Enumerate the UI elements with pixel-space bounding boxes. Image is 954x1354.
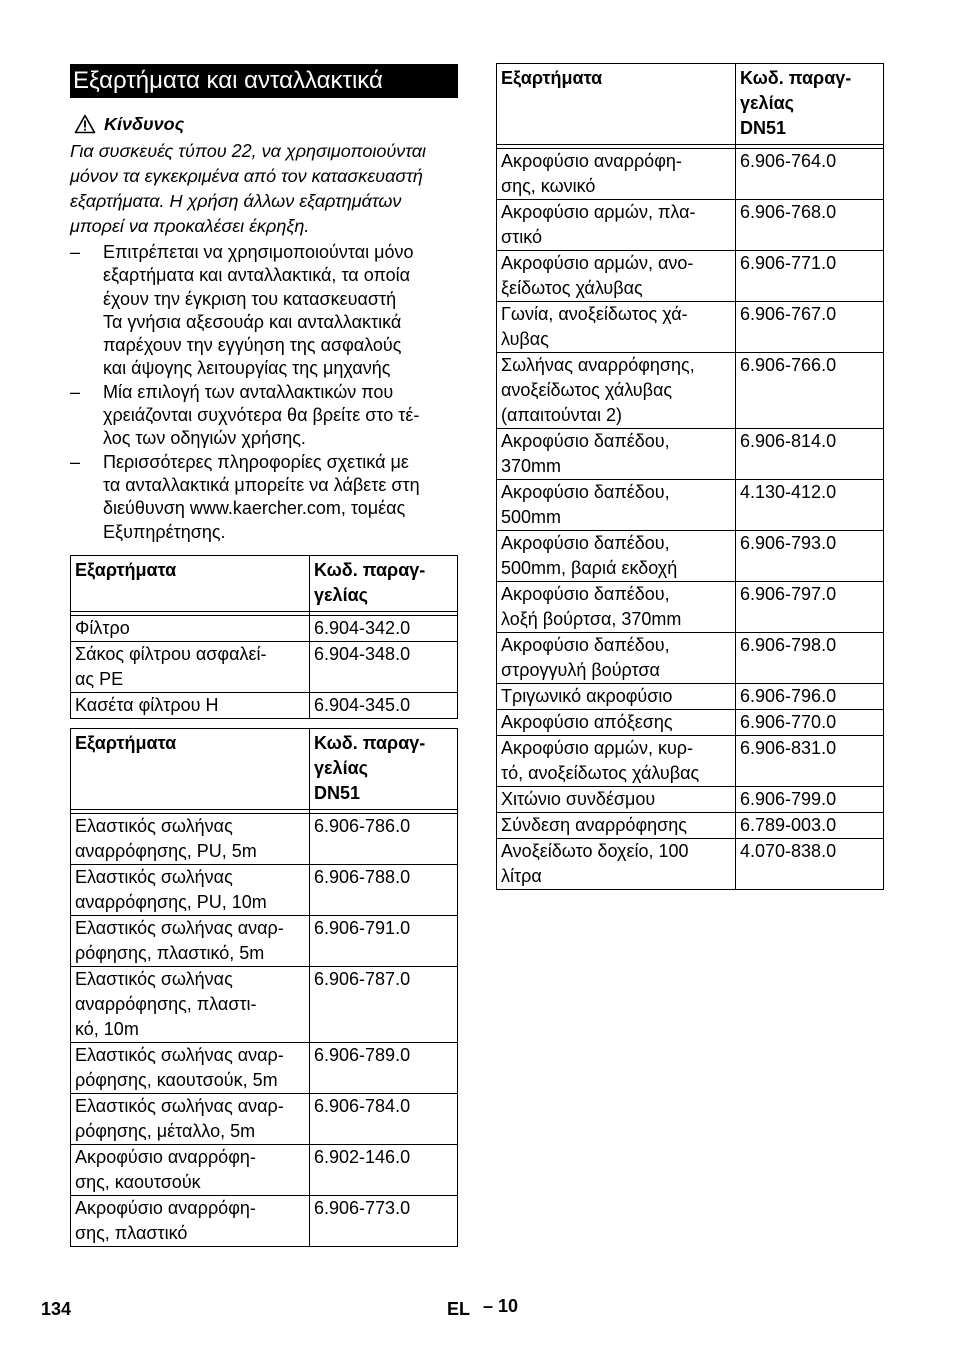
order-number-cell (310, 915, 458, 966)
cell-text-line: Ακροφύσιο αναρρόφη- (75, 1146, 256, 1167)
cell-text-line: Ακροφύσιο δαπέδου, (501, 431, 670, 451)
part-name-cell (497, 302, 736, 353)
table-row (497, 302, 884, 353)
cell-text-line: 6.904-345.0 (314, 694, 411, 715)
table-row (71, 915, 458, 966)
cell-text-line: 6.906-770.0 (740, 712, 837, 732)
cell-text-line: αναρρόφησης, PU, 10m (75, 891, 267, 912)
part-name-cell (497, 710, 736, 736)
order-number-cell (736, 787, 884, 813)
cell-text-line: (απαιτούνται 2) (501, 405, 622, 425)
part-name-cell (71, 813, 310, 864)
column-header-order-no (310, 555, 458, 611)
part-name-cell (497, 787, 736, 813)
part-name-cell (71, 1042, 310, 1093)
part-name-cell (497, 480, 736, 531)
part-name-cell (497, 353, 736, 429)
table-row (497, 813, 884, 839)
order-number-cell (736, 684, 884, 710)
cell-text-line: 6.906-797.0 (740, 584, 837, 604)
order-number-cell (736, 710, 884, 736)
part-name-cell (497, 736, 736, 787)
note-line: Μία επιλογή των ανταλλακτικών που (103, 381, 394, 402)
order-number-cell (736, 633, 884, 684)
cell-text-line: λοξή βούρτσα, 370mm (501, 609, 682, 629)
language-code: EL (447, 1299, 471, 1319)
cell-text-line: Ελαστικός σωλήνας (75, 815, 233, 836)
part-name-cell (71, 1144, 310, 1195)
table-row (497, 839, 884, 890)
part-name-cell (71, 641, 310, 692)
cell-text-line: 6.906-831.0 (740, 738, 837, 758)
dash-bullet: – (70, 242, 81, 262)
cell-text-line: Ελαστικός σωλήνας (75, 968, 233, 989)
cell-text-line: 6.906-764.0 (740, 151, 837, 171)
column-header-parts (497, 64, 736, 145)
cell-text-line: DN51 (314, 782, 361, 803)
danger-heading (70, 112, 458, 136)
cell-text-line: Σωλήνας αναρρόφησης, (501, 355, 695, 375)
table-row (71, 1144, 458, 1195)
cell-text-line: Ακροφύσιο αρμών, κυρ- (501, 738, 694, 758)
cell-text-line: λίτρα (501, 866, 542, 886)
danger-text-line: Για συσκευές τύπου 22, να χρησιμοποιούνται (70, 141, 426, 161)
part-name-cell (71, 1195, 310, 1246)
part-name-cell (497, 633, 736, 684)
cell-text-line: Σάκος φίλτρου ασφαλεί- (75, 643, 267, 664)
table-header-row (497, 64, 884, 145)
order-number-cell (310, 966, 458, 1042)
part-name-cell (71, 864, 310, 915)
table-row (497, 149, 884, 200)
cell-text-line: 6.906-768.0 (740, 202, 837, 222)
cell-text-line: Τριγωνικό ακροφύσιο (501, 686, 673, 706)
order-number-cell (736, 302, 884, 353)
note-item (70, 241, 458, 381)
order-number-cell (736, 736, 884, 787)
part-name-cell (497, 684, 736, 710)
cell-text-line: Ακροφύσιο απόξεσης (501, 712, 673, 732)
order-number-cell (736, 251, 884, 302)
notes-list (70, 241, 458, 544)
note-line: διεύθυνση www.kaercher.com, τομέας (103, 498, 406, 519)
cell-text-line: 6.906-784.0 (314, 1095, 411, 1116)
note-line: παρέχουν την εγγύηση της ασφαλούς (103, 335, 402, 356)
table-row (497, 710, 884, 736)
table-row (71, 813, 458, 864)
table-row (71, 966, 458, 1042)
table-row (497, 531, 884, 582)
note-line: Τα γνήσια αξεσουάρ και ανταλλακτικά (103, 311, 402, 332)
parts-table-filters (70, 555, 458, 719)
cell-text-line: ρόφησης, πλαστικό, 5m (75, 942, 265, 963)
cell-text-line: 6.906-796.0 (740, 686, 837, 706)
table-row (497, 582, 884, 633)
order-number-cell (736, 813, 884, 839)
cell-text-line: 6.906-773.0 (314, 1197, 411, 1218)
table-row (71, 615, 458, 641)
cell-text-line: Ελαστικός σωλήνας αναρ- (75, 1044, 284, 1065)
order-number-cell (736, 200, 884, 251)
table-row (71, 1042, 458, 1093)
table-row (71, 1195, 458, 1246)
note-line: εξαρτήματα και ανταλλακτικά, τα οποία (103, 265, 411, 286)
order-number-cell (736, 353, 884, 429)
cell-text-line: Ακροφύσιο αρμών, πλα- (501, 202, 696, 222)
table-header-row (71, 555, 458, 611)
warning-triangle-icon (74, 114, 96, 134)
cell-text-line: 370mm (501, 456, 562, 476)
order-number-cell (736, 531, 884, 582)
table-row (71, 864, 458, 915)
cell-text-line: Ακροφύσιο δαπέδου, (501, 635, 670, 655)
part-name-cell (497, 200, 736, 251)
cell-text-line: 6.906-814.0 (740, 431, 837, 451)
section-page-number: – 10 (483, 1296, 519, 1316)
cell-text-line: Εξαρτήματα (75, 559, 177, 580)
order-number-cell (736, 429, 884, 480)
cell-text-line: τό, ανοξείδωτος χάλυβας (501, 763, 700, 783)
table-row (497, 633, 884, 684)
order-number-cell (310, 813, 458, 864)
cell-text-line: Κωδ. παραγ- (740, 68, 852, 88)
cell-text-line: αναρρόφησης, PU, 5m (75, 840, 257, 861)
cell-text-line: Κασέτα φίλτρου H (75, 694, 219, 715)
cell-text-line: γελίας (740, 93, 794, 113)
cell-text-line: γελίας (314, 757, 368, 778)
table-row (497, 684, 884, 710)
cell-text-line: 6.789-003.0 (740, 815, 837, 835)
table-row (71, 692, 458, 718)
table-row (71, 1093, 458, 1144)
note-line: έχουν την έγκριση του κατασκευαστή (103, 288, 397, 309)
table-row (497, 736, 884, 787)
cell-text-line: Ελαστικός σωλήνας αναρ- (75, 1095, 284, 1116)
parts-table-hoses (70, 728, 458, 1247)
part-name-cell (71, 966, 310, 1042)
table-header-row (71, 728, 458, 809)
note-item (70, 381, 458, 451)
order-number-cell (736, 582, 884, 633)
order-number-cell (736, 149, 884, 200)
cell-text-line: αναρρόφησης, πλαστι- (75, 993, 257, 1014)
cell-text-line: λυβας (501, 329, 549, 349)
order-number-cell (310, 1093, 458, 1144)
dash-bullet: – (70, 381, 81, 402)
part-name-cell (497, 531, 736, 582)
column-header-order-no (310, 728, 458, 809)
cell-text-line: 6.906-771.0 (740, 253, 837, 273)
danger-text (70, 139, 458, 239)
cell-text-line: 6.902-146.0 (314, 1146, 411, 1167)
order-number-cell (310, 864, 458, 915)
cell-text-line: γελίας (314, 584, 368, 605)
note-line: χρειάζονται συχνότερα θα βρείτε στο τέ- (103, 405, 420, 426)
table-row (497, 787, 884, 813)
cell-text-line: ρόφησης, μέταλλο, 5m (75, 1120, 256, 1141)
part-name-cell (497, 839, 736, 890)
cell-text-line: Φίλτρο (75, 617, 130, 638)
cell-text-line: Ακροφύσιο αναρρόφη- (501, 151, 682, 171)
table-row (497, 251, 884, 302)
cell-text-line: κό, 10m (75, 1018, 139, 1039)
part-name-cell (71, 692, 310, 718)
cell-text-line: ας PE (75, 668, 124, 689)
cell-text-line: 4.130-412.0 (740, 482, 837, 502)
cell-text-line: 6.906-787.0 (314, 968, 411, 989)
page-number: 134 (41, 1299, 72, 1319)
parts-table-nozzles (496, 63, 884, 890)
note-line: τα ανταλλακτικά μπορείτε να λάβετε στη (103, 474, 420, 495)
left-column (70, 64, 458, 1247)
cell-text-line: 6.906-789.0 (314, 1044, 411, 1065)
cell-text-line: 6.906-791.0 (314, 917, 411, 938)
cell-text-line: Κωδ. παραγ- (314, 559, 426, 580)
cell-text-line: Ακροφύσιο δαπέδου, (501, 482, 670, 502)
cell-text-line: Ανοξείδωτο δοχείο, 100 (501, 841, 689, 861)
table-row (71, 641, 458, 692)
note-line: Περισσότερες πληροφορίες σχετικά με (103, 451, 409, 472)
column-header-parts (71, 555, 310, 611)
column-header-parts (71, 728, 310, 809)
cell-text-line: Ακροφύσιο αρμών, ανο- (501, 253, 694, 273)
column-header-order-no (736, 64, 884, 145)
table-row (497, 429, 884, 480)
note-line: Επιτρέπεται να χρησιμοποιούνται μόνο (103, 242, 414, 262)
cell-text-line: Χιτώνιο συνδέσμου (501, 789, 656, 809)
cell-text-line: Σύνδεση αναρρόφησης (501, 815, 687, 835)
cell-text-line: στρογγυλή βούρτσα (501, 660, 660, 680)
cell-text-line: Ελαστικός σωλήνας (75, 866, 233, 887)
cell-text-line: Γωνία, ανοξείδωτος χά- (501, 304, 688, 324)
cell-text-line: 6.906-766.0 (740, 355, 837, 375)
cell-text-line: ρόφησης, καουτσούκ, 5m (75, 1069, 278, 1090)
cell-text-line: ανοξείδωτος χάλυβας (501, 380, 673, 400)
order-number-cell (310, 615, 458, 641)
note-line: και άψογης λειτουργίας της μηχανής (103, 358, 391, 379)
order-number-cell (310, 1144, 458, 1195)
danger-text-line: μόνον τα εγκεκριμένα από τον κατασκευαστή (70, 166, 423, 186)
cell-text-line: Ακροφύσιο δαπέδου, (501, 533, 670, 553)
table-row (497, 200, 884, 251)
cell-text-line: 6.906-793.0 (740, 533, 837, 553)
part-name-cell (71, 915, 310, 966)
cell-text-line: 6.906-788.0 (314, 866, 411, 887)
cell-text-line: DN51 (740, 118, 787, 138)
dash-bullet: – (70, 451, 81, 472)
part-name-cell (71, 1093, 310, 1144)
cell-text-line: Ακροφύσιο αναρρόφη- (75, 1197, 256, 1218)
cell-text-line: Εξαρτήματα (75, 732, 177, 753)
cell-text-line: ξείδωτος χάλυβας (501, 278, 643, 298)
cell-text-line: 6.904-348.0 (314, 643, 411, 664)
cell-text-line: στικό (501, 227, 543, 247)
order-number-cell (736, 839, 884, 890)
cell-text-line: 6.906-786.0 (314, 815, 411, 836)
part-name-cell (497, 429, 736, 480)
note-line: λος των οδηγιών χρήσης. (103, 428, 306, 449)
order-number-cell (310, 692, 458, 718)
table-row (497, 353, 884, 429)
cell-text-line: 500mm (501, 507, 562, 527)
cell-text-line: Κωδ. παραγ- (314, 732, 426, 753)
table-row (497, 480, 884, 531)
cell-text-line: Εξαρτήματα (501, 68, 603, 88)
part-name-cell (497, 582, 736, 633)
cell-text-line: Ακροφύσιο δαπέδου, (501, 584, 670, 604)
cell-text-line: 6.906-767.0 (740, 304, 837, 324)
cell-text-line: σης, πλαστικό (75, 1222, 188, 1243)
cell-text-line: σης, καουτσούκ (75, 1171, 201, 1192)
danger-text-line: μπορεί να προκαλέσει έκρηξη. (70, 216, 310, 236)
part-name-cell (497, 251, 736, 302)
part-name-cell (497, 813, 736, 839)
cell-text-line: σης, κωνικό (501, 176, 596, 196)
cell-text-line: Ελαστικός σωλήνας αναρ- (75, 917, 284, 938)
order-number-cell (310, 641, 458, 692)
part-name-cell (71, 615, 310, 641)
order-number-cell (310, 1195, 458, 1246)
cell-text-line: 6.906-799.0 (740, 789, 837, 809)
cell-text-line: 4.070-838.0 (740, 841, 837, 861)
cell-text-line: 500mm, βαριά εκδοχή (501, 558, 678, 578)
order-number-cell (736, 480, 884, 531)
cell-text-line: 6.906-798.0 (740, 635, 837, 655)
section-title: Εξαρτήματα και ανταλλακτικά (70, 64, 458, 98)
order-number-cell (310, 1042, 458, 1093)
cell-text-line: 6.904-342.0 (314, 617, 411, 638)
danger-text-line: εξαρτήματα. Η χρήση άλλων εξαρτημάτων (70, 191, 402, 211)
note-item (70, 451, 458, 544)
danger-label: Κίνδυνος (104, 114, 185, 134)
right-column (496, 63, 884, 890)
part-name-cell (497, 149, 736, 200)
note-line: Εξυπηρέτησης. (103, 521, 226, 542)
